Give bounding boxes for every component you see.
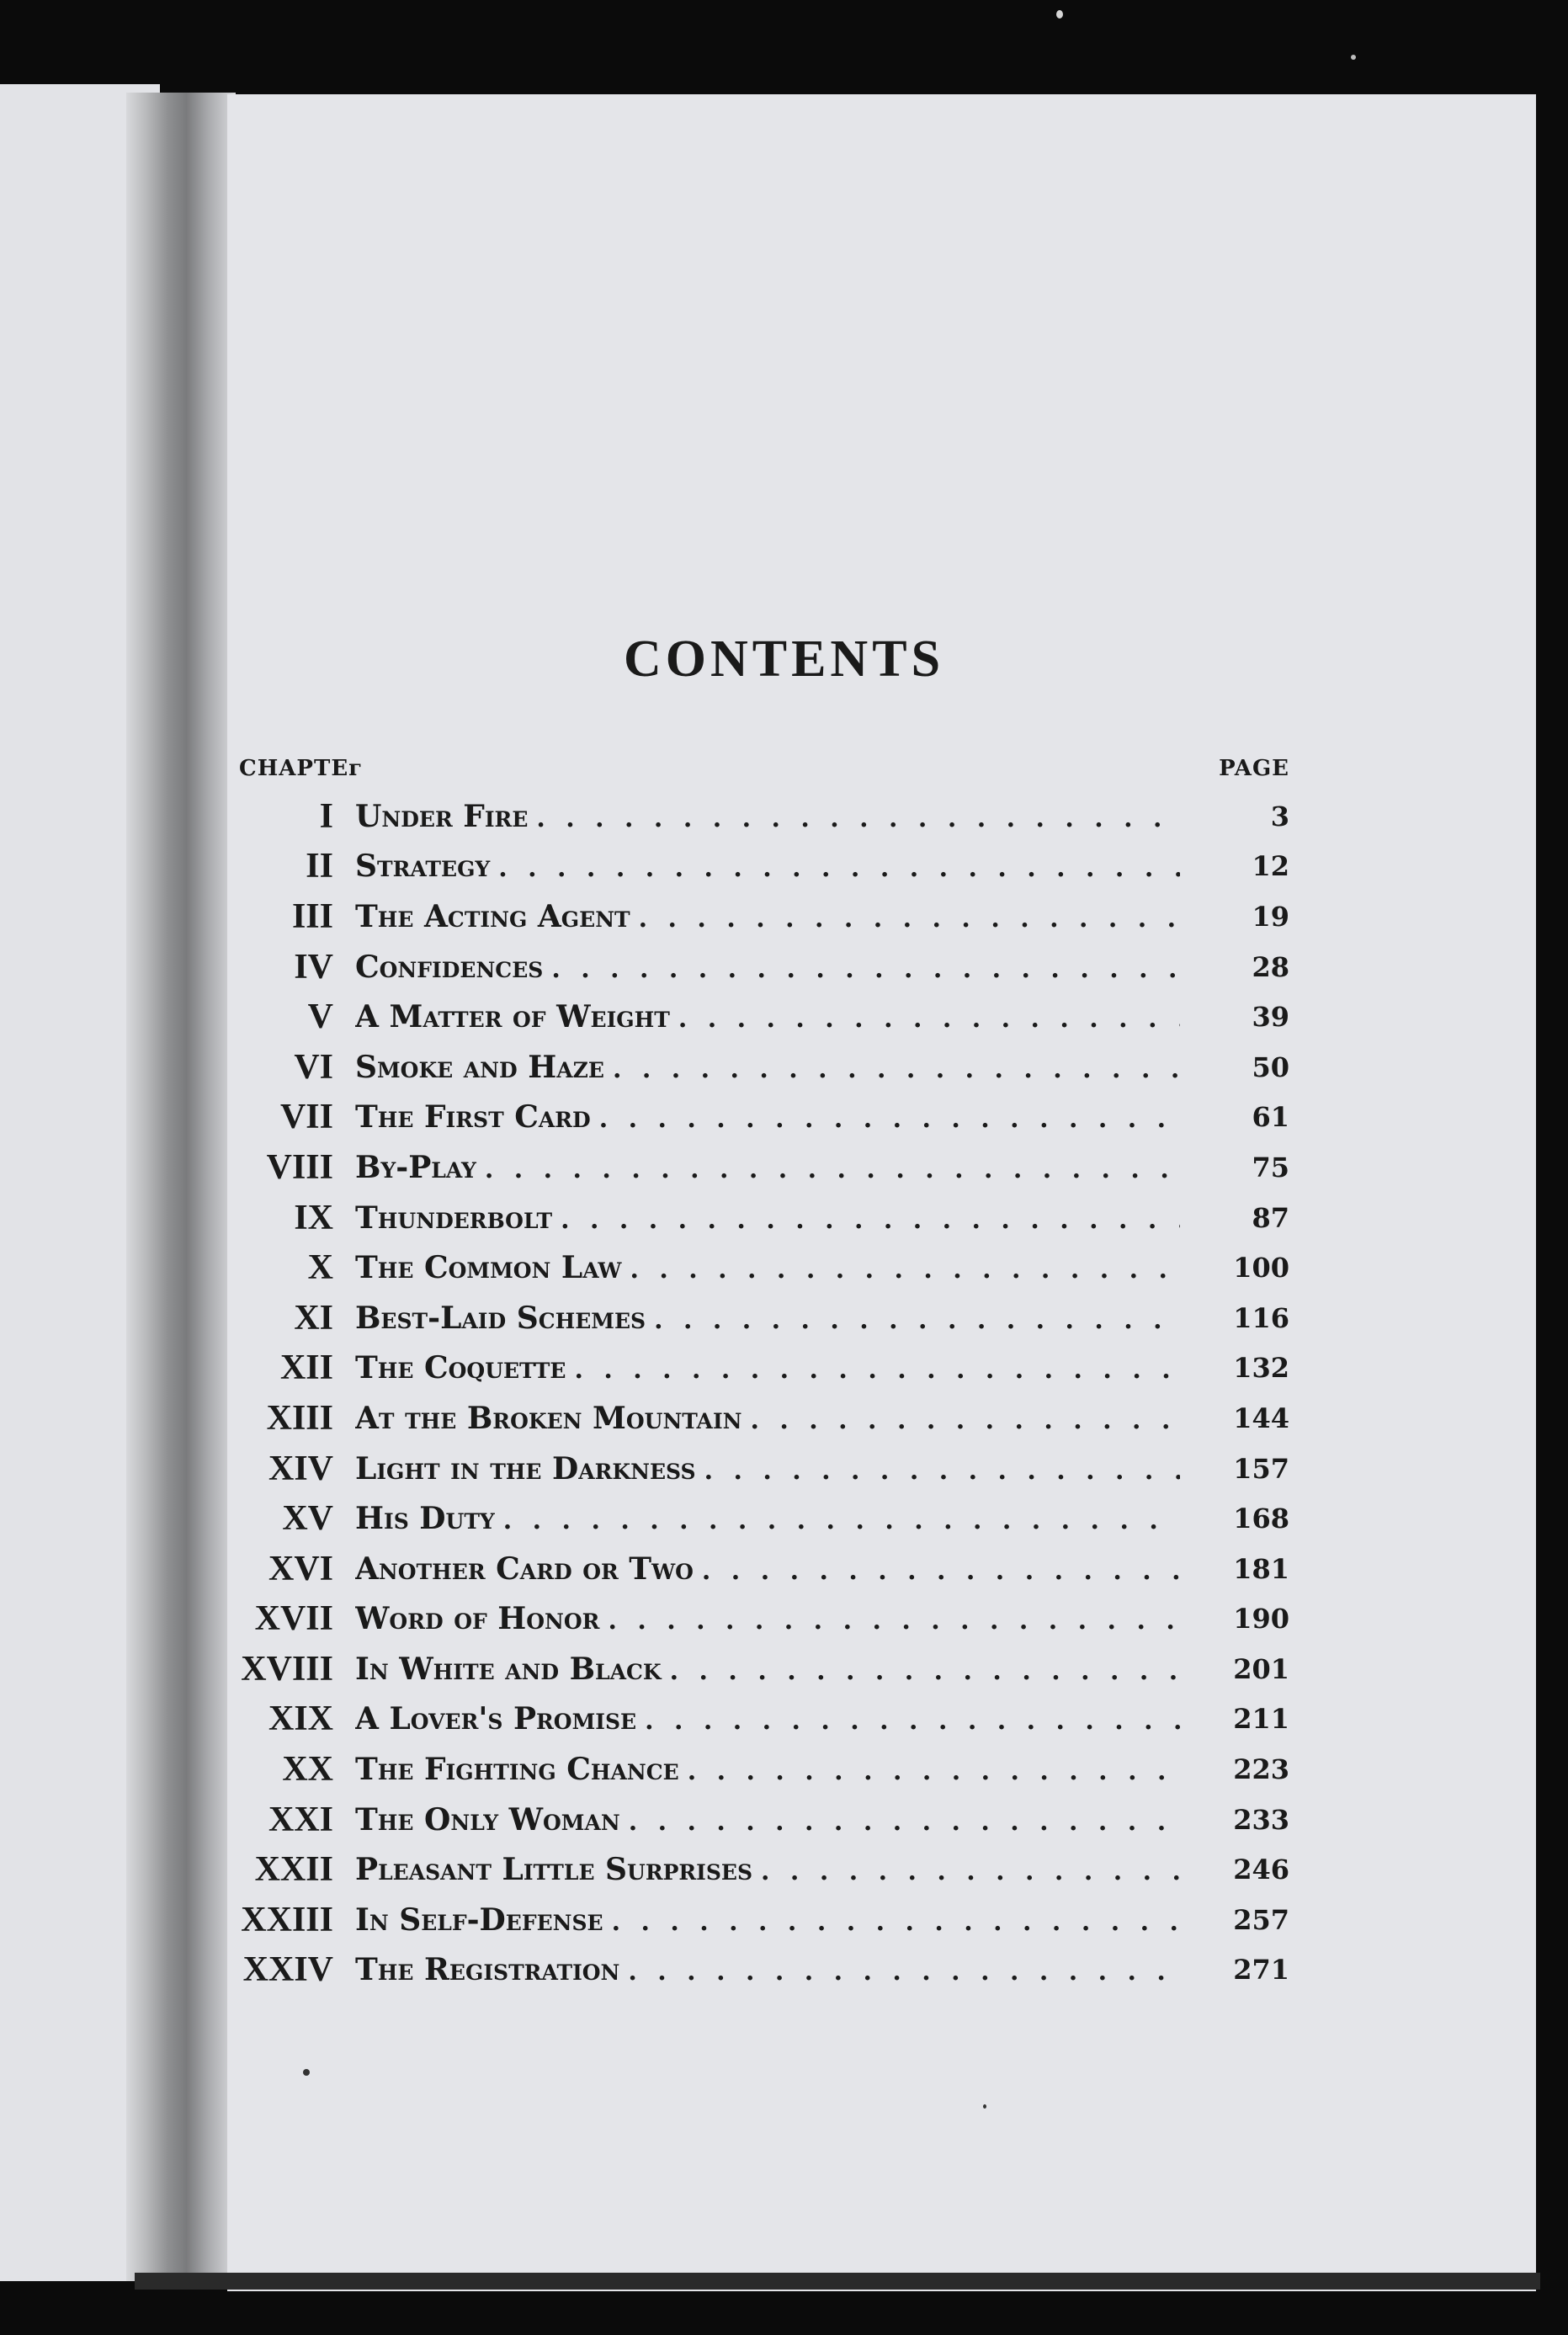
- dot-leader: [561, 1205, 1180, 1235]
- chapter-title: Word of Honor: [355, 1601, 600, 1637]
- dot-leader: [704, 1456, 1180, 1486]
- page-number: 271: [1233, 1954, 1289, 1987]
- chapter-title-cell: [355, 799, 1180, 834]
- toc-row: [227, 1042, 1296, 1093]
- chapter-title-cell: [355, 899, 1180, 934]
- chapter-title-cell: [355, 1802, 1180, 1838]
- toc-row: [227, 992, 1296, 1042]
- page-number: 61: [1252, 1101, 1289, 1134]
- page-number: 19: [1252, 900, 1289, 933]
- page-column-header: PAGE: [1219, 756, 1289, 781]
- chapter-title-cell: [355, 949, 1180, 985]
- chapter-title: The Fighting Chance: [355, 1752, 679, 1788]
- chapter-title: A Matter of Weight: [355, 999, 670, 1035]
- chapter-title-cell: [355, 1551, 1180, 1587]
- chapter-number: XI: [294, 1298, 333, 1338]
- chapter-title: Pleasant Little Surprises: [355, 1852, 753, 1888]
- chapter-title-cell: [355, 1250, 1180, 1285]
- page-number: 168: [1233, 1503, 1289, 1535]
- chapter-title-cell: [355, 999, 1180, 1035]
- chapter-title: Thunderbolt: [355, 1199, 553, 1236]
- toc-row: [227, 1644, 1296, 1694]
- chapter-number: VI: [294, 1047, 333, 1087]
- page-number: 233: [1233, 1803, 1289, 1836]
- page-number: 50: [1252, 1050, 1289, 1083]
- toc-row: [227, 791, 1296, 842]
- chapter-title: Strategy: [355, 848, 491, 885]
- chapter-number: VIII: [266, 1147, 333, 1187]
- chapter-title: In Self-Defense: [355, 1902, 603, 1938]
- chapter-title: Confidences: [355, 949, 544, 985]
- dot-leader: [612, 1907, 1180, 1937]
- toc-row: [227, 1242, 1296, 1293]
- chapter-column-header: CHAPTEᴦ: [239, 756, 363, 781]
- ink-speck: [1351, 55, 1356, 60]
- page-number: 39: [1252, 1001, 1289, 1034]
- dot-leader: [551, 955, 1180, 984]
- dot-leader: [629, 1807, 1180, 1837]
- toc-row: [227, 891, 1296, 942]
- chapter-title-cell: [355, 1752, 1180, 1787]
- dot-leader: [599, 1104, 1180, 1134]
- dot-leader: [688, 1757, 1180, 1786]
- ink-speck: [1056, 10, 1063, 19]
- chapter-title-cell: [355, 1952, 1180, 1987]
- chapter-title-cell: [355, 1150, 1180, 1185]
- dot-leader: [613, 1055, 1180, 1084]
- table-of-contents: [227, 791, 1296, 1995]
- chapter-title: The Common Law: [355, 1250, 622, 1286]
- chapter-title: Under Fire: [355, 798, 529, 834]
- book-gutter-shadow: [126, 93, 236, 2281]
- ink-speck: [983, 2104, 986, 2109]
- toc-row: [227, 1193, 1296, 1243]
- chapter-title: Best-Laid Schemes: [355, 1300, 646, 1336]
- page-number: 28: [1252, 950, 1289, 983]
- chapter-number: XVII: [254, 1599, 333, 1639]
- chapter-title: A Lover's Promise: [355, 1701, 637, 1737]
- chapter-number: XV: [282, 1499, 333, 1539]
- dot-leader: [654, 1306, 1180, 1335]
- chapter-title-cell: [355, 1652, 1180, 1687]
- toc-row: [227, 1493, 1296, 1544]
- chapter-number: XX: [282, 1750, 333, 1790]
- chapter-title-cell: [355, 1200, 1180, 1236]
- chapter-number: V: [307, 997, 333, 1037]
- ink-speck: [303, 2069, 310, 2076]
- chapter-number: X: [307, 1248, 333, 1288]
- chapter-title-cell: [355, 1350, 1180, 1386]
- chapter-title-cell: [355, 1300, 1180, 1336]
- chapter-number: I: [319, 796, 333, 836]
- toc-row: [227, 1744, 1296, 1795]
- page-number: 211: [1233, 1703, 1289, 1736]
- chapter-title-cell: [355, 1501, 1180, 1536]
- dot-leader: [503, 1506, 1180, 1535]
- chapter-number: XXIII: [241, 1900, 333, 1939]
- dot-leader: [536, 804, 1180, 833]
- toc-row: [227, 1293, 1296, 1343]
- chapter-title-cell: [355, 1451, 1180, 1487]
- toc-row: [227, 1694, 1296, 1745]
- dot-leader: [645, 1706, 1180, 1736]
- page-number: 223: [1233, 1753, 1289, 1786]
- chapter-title: In White and Black: [355, 1651, 662, 1687]
- page-number: 132: [1233, 1352, 1289, 1385]
- chapter-title: His Duty: [355, 1501, 495, 1537]
- chapter-title: Light in the Darkness: [355, 1450, 696, 1487]
- chapter-title: Smoke and Haze: [355, 1049, 604, 1085]
- page-number: 116: [1233, 1301, 1289, 1334]
- chapter-number: XIX: [268, 1699, 333, 1739]
- chapter-number: XVI: [268, 1549, 333, 1588]
- chapter-number: IX: [294, 1198, 333, 1237]
- page-number: 257: [1233, 1903, 1289, 1936]
- dot-leader: [751, 1406, 1181, 1435]
- chapter-title: Another Card or Two: [355, 1550, 694, 1587]
- dot-leader: [670, 1657, 1180, 1686]
- toc-row: [227, 1444, 1296, 1494]
- page-number: 181: [1233, 1552, 1289, 1585]
- chapter-title-cell: [355, 1050, 1180, 1085]
- chapter-number: XIII: [266, 1398, 333, 1438]
- toc-row: [227, 942, 1296, 992]
- chapter-number: III: [291, 896, 333, 936]
- dot-leader: [630, 1255, 1180, 1285]
- page-number: 246: [1233, 1854, 1289, 1886]
- chapter-title-cell: [355, 848, 1180, 884]
- toc-row: [227, 1795, 1296, 1845]
- toc-row: [227, 1142, 1296, 1193]
- chapter-number: II: [306, 847, 333, 886]
- dot-leader: [761, 1857, 1180, 1886]
- chapter-number: XXIV: [242, 1950, 333, 1990]
- page-number: 100: [1233, 1252, 1289, 1285]
- page-number: 87: [1252, 1201, 1289, 1234]
- chapter-title: The First Card: [355, 1099, 591, 1136]
- page-number: 157: [1233, 1452, 1289, 1485]
- toc-row: [227, 1895, 1296, 1945]
- dot-leader: [498, 854, 1180, 883]
- chapter-number: IV: [294, 947, 333, 987]
- chapter-number: XXII: [254, 1850, 333, 1890]
- page-title: CONTENTS: [623, 630, 945, 688]
- page-number: 144: [1233, 1402, 1289, 1434]
- chapter-title: At the Broken Mountain: [355, 1400, 742, 1436]
- chapter-title-cell: [355, 1852, 1180, 1887]
- chapter-title: The Registration: [355, 1952, 620, 1988]
- chapter-title: The Acting Agent: [355, 898, 630, 934]
- chapter-number: XXI: [268, 1800, 333, 1839]
- chapter-number: XII: [279, 1348, 333, 1388]
- dot-leader: [702, 1556, 1180, 1586]
- toc-row: [227, 1945, 1296, 1996]
- toc-row: [227, 1093, 1296, 1143]
- page-number: 3: [1270, 800, 1289, 832]
- toc-row: [227, 842, 1296, 892]
- page-number: 75: [1252, 1151, 1289, 1183]
- toc-row: [227, 1343, 1296, 1394]
- chapter-number: XVIII: [241, 1649, 333, 1689]
- toc-row: [227, 1844, 1296, 1895]
- dot-leader: [628, 1957, 1180, 1987]
- page-number: 190: [1233, 1603, 1289, 1636]
- chapter-number: VII: [279, 1098, 333, 1137]
- toc-row: [227, 1594, 1296, 1645]
- chapter-title: By-Play: [355, 1149, 476, 1185]
- dot-leader: [485, 1155, 1180, 1184]
- chapter-title-cell: [355, 1401, 1180, 1436]
- page-number: 201: [1233, 1652, 1289, 1685]
- chapter-title-cell: [355, 1902, 1180, 1938]
- page-bottom-edge: [135, 2273, 1540, 2290]
- chapter-number: XIV: [268, 1449, 333, 1488]
- chapter-title: The Only Woman: [355, 1801, 620, 1838]
- toc-row: [227, 1393, 1296, 1444]
- dot-leader: [639, 904, 1180, 933]
- toc-row: [227, 1544, 1296, 1594]
- page-number: 12: [1252, 850, 1289, 883]
- chapter-title-cell: [355, 1601, 1180, 1636]
- dot-leader: [678, 1004, 1180, 1034]
- chapter-title-cell: [355, 1701, 1180, 1737]
- chapter-title: The Coquette: [355, 1350, 566, 1386]
- chapter-title-cell: [355, 1099, 1180, 1135]
- dot-leader: [574, 1355, 1180, 1385]
- dot-leader: [608, 1606, 1180, 1636]
